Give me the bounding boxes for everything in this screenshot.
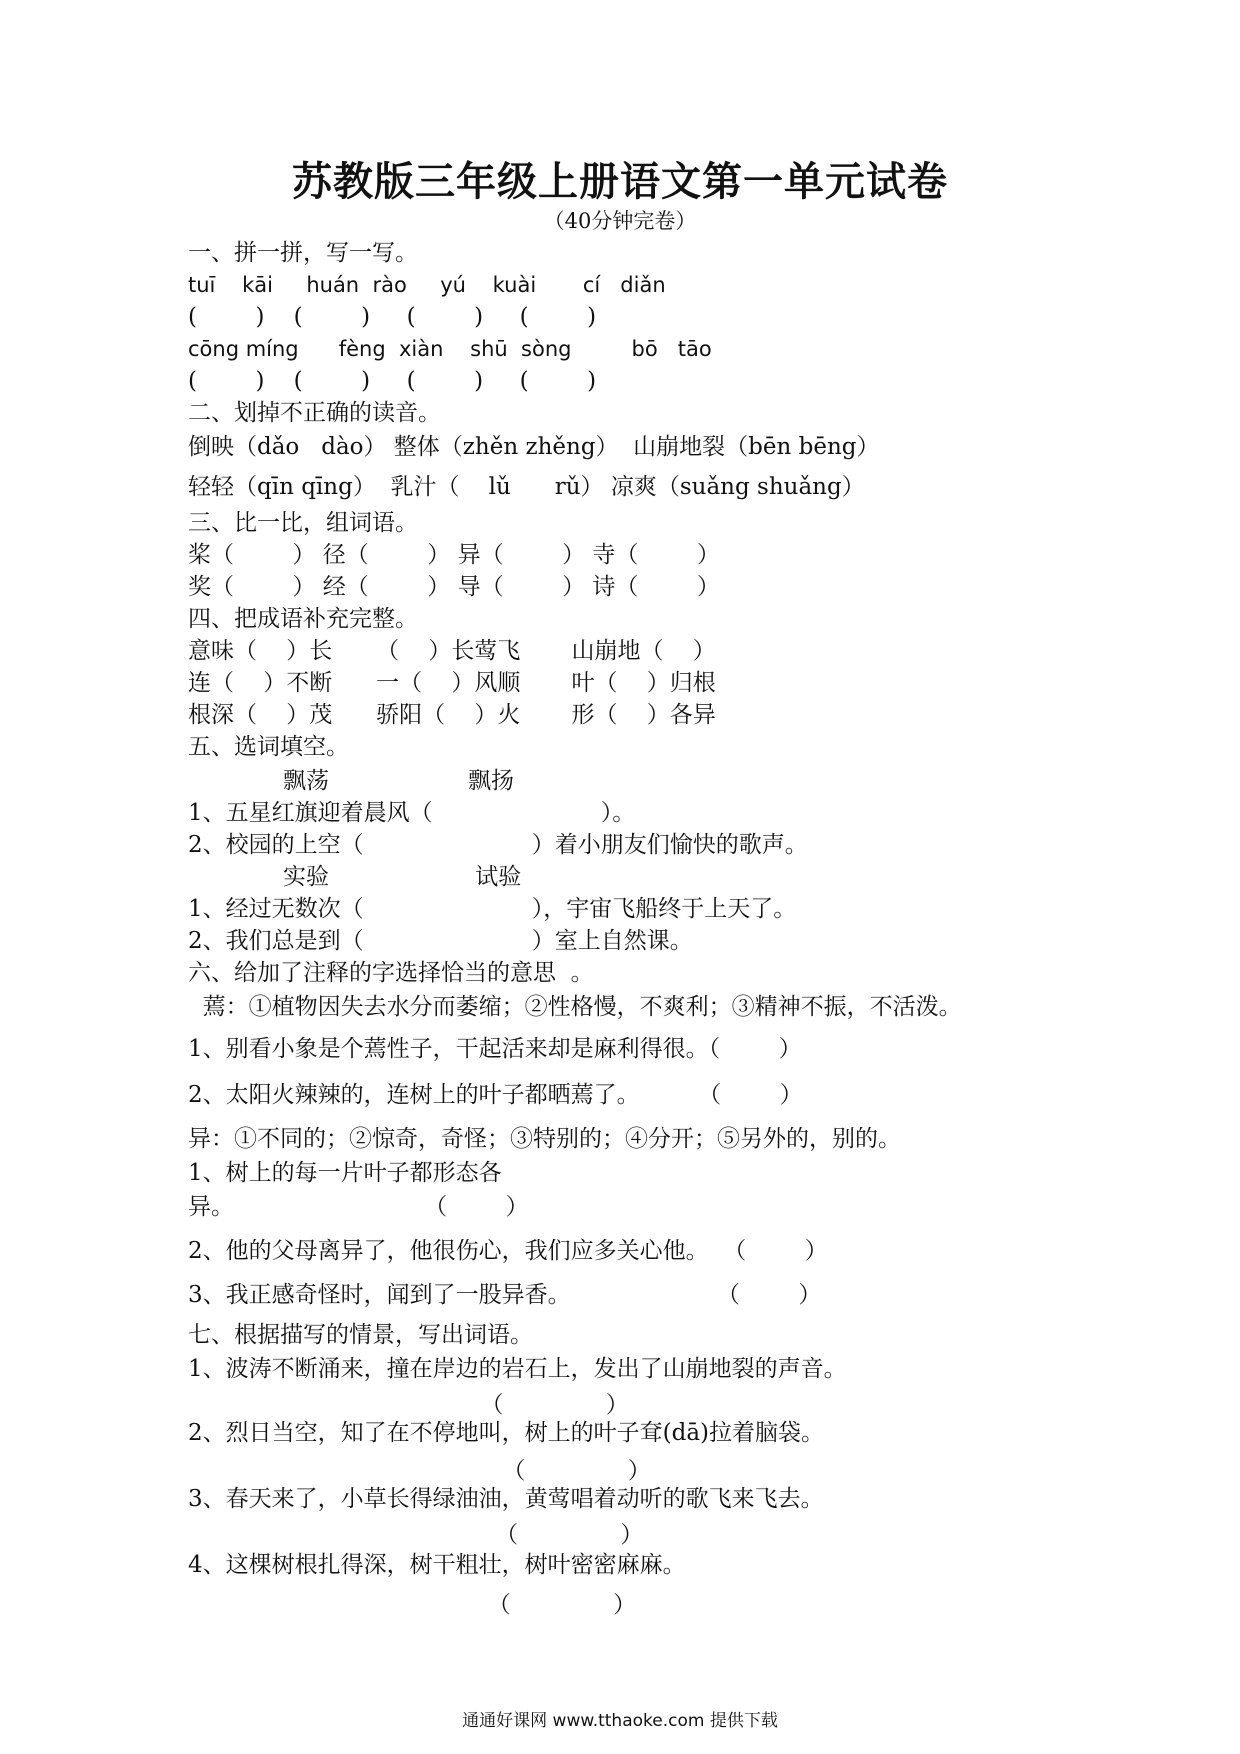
pinyin-row-1: tuī kāi huán rào yú kuài cí diǎn — [188, 273, 666, 297]
section-7-heading: 七、根据描写的情景，写出词语。 — [188, 1322, 533, 1348]
fill-2-1: 1、经过无数次（ ），宇宙飞船终于上天了。 — [188, 896, 797, 922]
scene-1: 1、波涛不断涌来，撞在岸边的岩石上，发出了山崩地裂的声音。 — [188, 1356, 847, 1382]
reading-row-1: 倒映（dǎo dào） 整体（zhěn zhěng） 山崩地裂（bēn bēng） — [188, 434, 880, 460]
yi-question-3: 3、我正感奇怪时，闻到了一股异香。 （ ） — [188, 1282, 822, 1308]
idiom-row-1: 意味（ ）长 （ ）长莺飞 山崩地（ ） — [188, 638, 716, 664]
compare-row-1: 桨（ ） 径（ ） 异（ ） 寺（ ） — [188, 542, 720, 568]
word-choice-2: 实验 试验 — [188, 864, 522, 890]
yi-question-1b: 异。 （ ） — [188, 1194, 529, 1220]
reading-row-2: 轻轻（qīn qīng） 乳汁（ lǔ rǔ） 凉爽（suǎng shuǎng） — [188, 474, 865, 500]
section-3-heading: 三、比一比，组词语。 — [188, 510, 418, 536]
scene-3: 3、春天来了，小草长得绿油油，黄莺唱着动听的歌飞来飞去。 — [188, 1486, 824, 1512]
page-footer: 通通好课网 www.tthaoke.com 提供下载 — [462, 1711, 778, 1731]
word-choice-1: 飘荡 飘扬 — [188, 768, 514, 794]
fill-1-1: 1、五星红旗迎着晨风（ ）。 — [188, 800, 636, 826]
idiom-row-3: 根深（ ）茂 骄阳（ ）火 形（ ）各异 — [188, 702, 716, 728]
answer-row-1: ( ) ( ) ( ) ( ) — [188, 304, 597, 330]
compare-row-2: 奖（ ） 经（ ） 导（ ） 诗（ ） — [188, 574, 720, 600]
fill-1-2: 2、校园的上空（ ）着小朋友们愉快的歌声。 — [188, 832, 808, 858]
idiom-row-2: 连（ ）不断 一（ ）风顺 叶（ ）归根 — [188, 670, 716, 696]
section-4-heading: 四、把成语补充完整。 — [188, 606, 418, 632]
scene-2: 2、烈日当空，知了在不停地叫，树上的叶子耷(dā)拉着脑袋。 — [188, 1420, 825, 1446]
pinyin-row-2: cōng míng fèng xiàn shū sòng bō tāo — [188, 337, 712, 361]
scene-2-answer: （ ） — [188, 1458, 651, 1484]
definition-nian: 蔫：①植物因失去水分而萎缩；②性格慢，不爽利；③精神不振，不活泼。 — [188, 994, 962, 1020]
yi-question-1a: 1、树上的每一片叶子都形态各 — [188, 1160, 502, 1186]
scene-4: 4、这棵树根扎得深，树干粗壮，树叶密密麻麻。 — [188, 1552, 686, 1578]
section-2-heading: 二、划掉不正确的读音。 — [188, 400, 441, 426]
scene-4-answer: （ ） — [188, 1592, 637, 1618]
nian-question-2: 2、太阳火辣辣的，连树上的叶子都晒蔫了。 （ ） — [188, 1082, 803, 1108]
fill-2-2: 2、我们总是到（ ）室上自然课。 — [188, 928, 693, 954]
section-5-heading: 五、选词填空。 — [188, 734, 349, 760]
section-1-heading: 一、拼一拼，写一写。 — [188, 240, 418, 266]
scene-3-answer: （ ） — [188, 1522, 644, 1548]
definition-yi: 异：①不同的；②惊奇，奇怪；③特别的；④分开；⑤另外的，别的。 — [188, 1126, 901, 1152]
nian-question-1: 1、别看小象是个蔫性子，干起活来却是麻利得很。（ ） — [188, 1036, 802, 1062]
page-title: 苏教版三年级上册语文第一单元试卷 — [292, 158, 948, 205]
yi-question-2: 2、他的父母离异了，他很伤心，我们应多关心他。 （ ） — [188, 1238, 828, 1264]
section-6-heading: 六、给加了注释的字选择恰当的意思 。 — [188, 960, 594, 986]
page-subtitle: （40分钟完卷） — [543, 209, 697, 233]
answer-row-2: ( ) ( ) ( ) ( ) — [188, 368, 597, 394]
scene-1-answer: （ ） — [188, 1392, 629, 1418]
